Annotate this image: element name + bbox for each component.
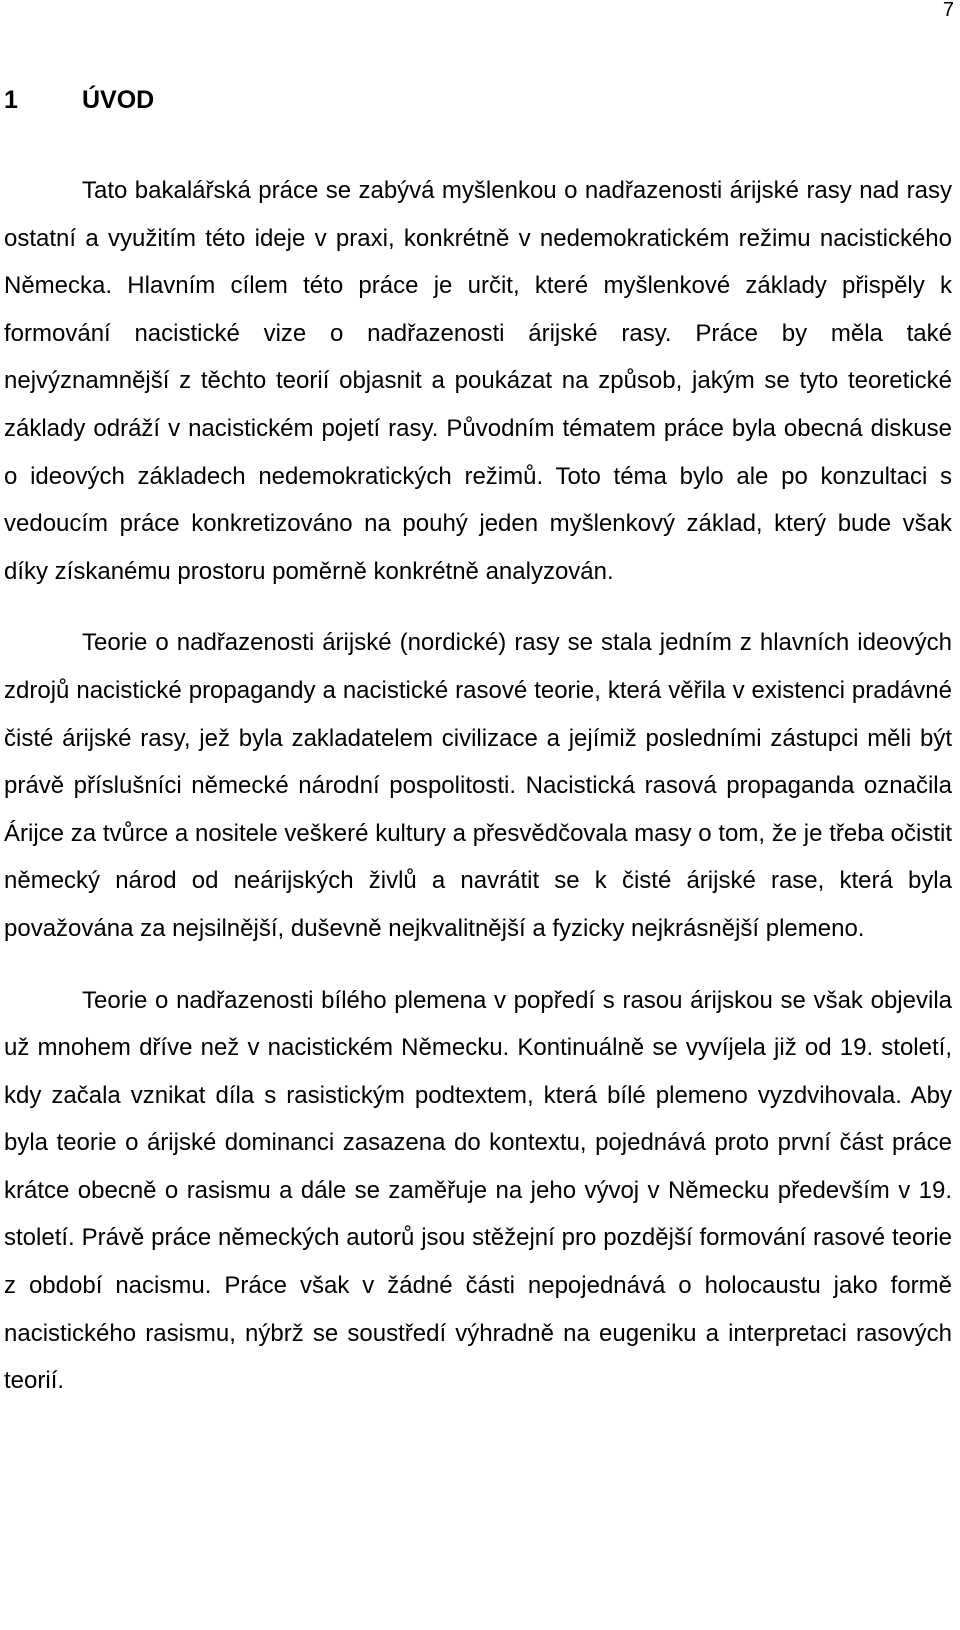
paragraph-1: Tato bakalářská práce se zabývá myšlenkou o nadřazenosti árijské rasy nad rasy ostatní a využitím této ideje v praxi, konkrétně v nedemokratickém režimu nacistického Německa. Hlavním cílem této práce je určit, které myšlenkové základy přispěly k formování nacistické vize o nadřazenosti árijské rasy. Práce by měla také nejvýznamnější z těchto teorií objasnit a poukázat na způsob, jakým se tyto teoretické základy odráží v nacistickém pojetí rasy. Původním tématem práce byla obecná diskuse o ideových základech nedemokratických režimů. Toto téma bylo ale po konzultaci s vedoucím práce konkretizováno na pouhý jeden myšlenkový základ, který bude však díky získanému prostoru poměrně konkrétně analyzován. (4, 177, 952, 585)
paragraph-2: Teorie o nadřazenosti árijské (nordické) rasy se stala jedním z hlavních ideových zdrojů nacistické propagandy a nacistické rasové teorie, která věřila v existenci pradávné čisté árijské rasy, jež byla zakladatelem civilizace a jejímiž posledními zástupci měli být právě příslušníci německé národní pospolitosti. Nacistická rasová propaganda označila Árijce za tvůrce a nositele veškeré kultury a přesvědčovala masy o tom, že je třeba očistit německý národ od neárijských živlů a navrátit se k čisté árijské rase, která byla považována za nejsilnější, duševně nejkvalitnější a fyzicky nejkrásnější plemeno. (4, 629, 952, 942)
document-body (4, 167, 952, 1405)
chapter-title: ÚVOD (82, 86, 155, 114)
page-number: 7 (942, 0, 954, 21)
chapter-heading (4, 84, 154, 116)
paragraph-3: Teorie o nadřazenosti bílého plemena v popředí s rasou árijskou se však objevila už mnohem dříve než v nacistickém Německu. Kontinuálně se vyvíjela již od 19. století, kdy začala vznikat díla s rasistickým podtextem, která bílé plemeno vyzdvihovala. Aby byla teorie o árijské dominanci zasazena do kontextu, pojednává proto první část práce krátce obecně o rasismu a dále se zaměřuje na jeho vývoj v Německu především v 19. století. Právě práce německých autorů jsou stěžejní pro pozdější formování rasové teorie z období nacismu. Práce však v žádné části nepojednává o holocaustu jako formě nacistického rasismu, nýbrž se soustředí výhradně na eugeniku a interpretaci rasových teorií. (4, 986, 952, 1395)
chapter-number: 1 (4, 86, 18, 114)
